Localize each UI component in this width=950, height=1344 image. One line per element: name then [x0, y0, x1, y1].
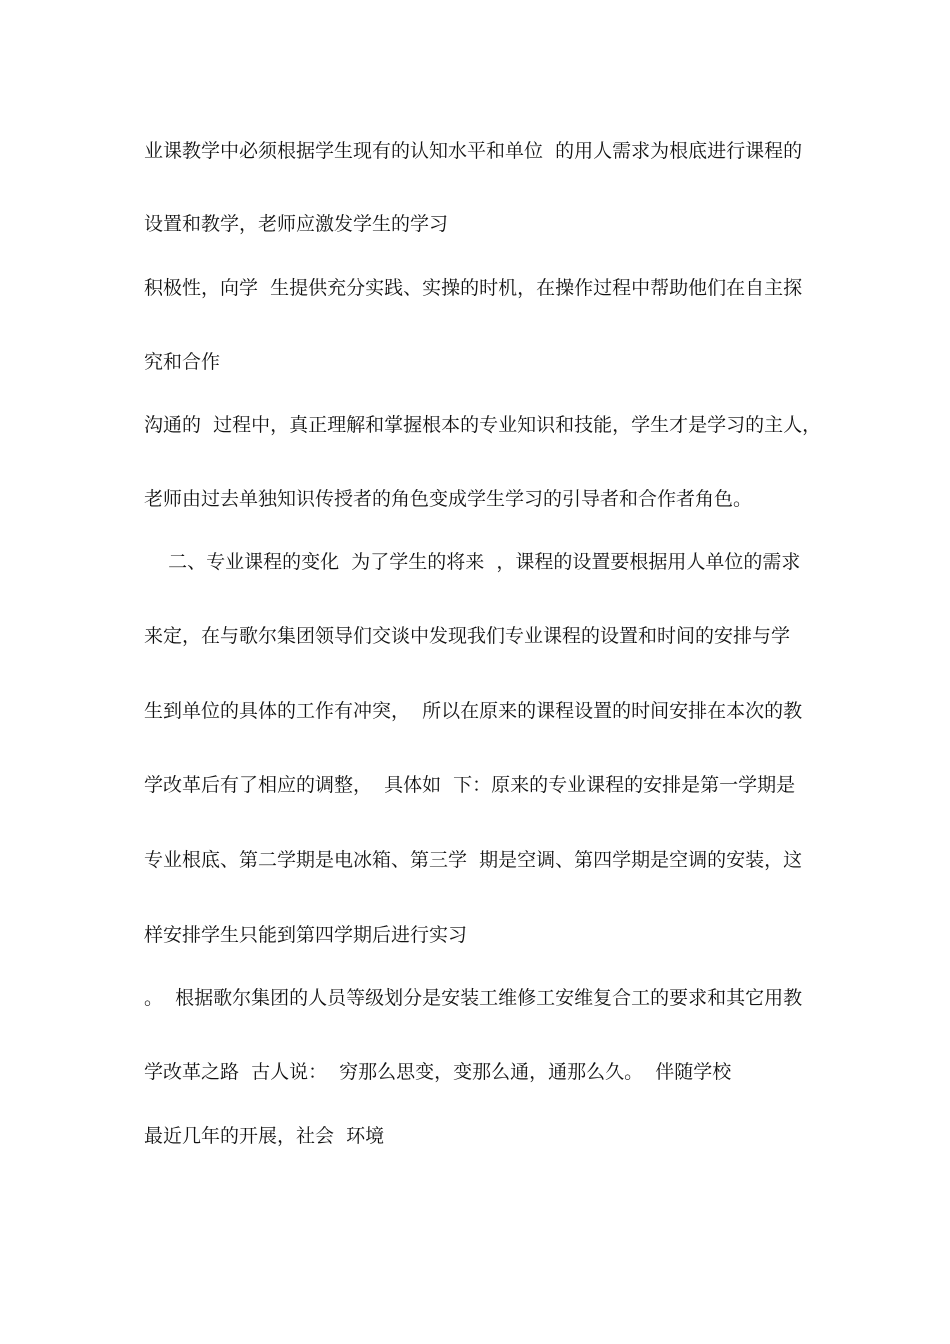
text-line: 。 根据歌尔集团的人员等级划分是安装工维修工安维复合工的要求和其它用教 [144, 987, 803, 1009]
text-line: 老师由过去单独知识传授者的角色变成学生学习的引导者和合作者角色。 [144, 488, 753, 510]
section-heading-line: 二、专业课程的变化 为了学生的将来 ，课程的设置要根据用人单位的需求 [144, 551, 801, 573]
text-line: 究和合作 [144, 351, 221, 373]
text-line: 来定，在与歌尔集团领导们交谈中发现我们专业课程的设置和时间的安排与学 [144, 625, 791, 647]
text-line: 样安排学生只能到第四学期后进行实习 [144, 924, 468, 946]
text-line: 生到单位的具体的工作有冲突， 所以在原来的课程设置的时间安排在本次的教 [144, 700, 803, 722]
text-line: 专业根底、第二学期是电冰箱、第三学 期是空调、第四学期是空调的安装，这 [144, 849, 803, 871]
text-line: 业课教学中必须根据学生现有的认知水平和单位 的用人需求为根底进行课程的 [144, 140, 803, 162]
text-line: 学改革后有了相应的调整， 具体如 下：原来的专业课程的安排是第一学期是 [144, 774, 796, 796]
text-line: 积极性，向学 生提供充分实践、实操的时机，在操作过程中帮助他们在自主探 [144, 277, 803, 299]
text-line: 设置和教学，老师应激发学生的学习 [144, 213, 449, 235]
text-line: 沟通的 过程中，真正理解和掌握根本的专业知识和技能，学生才是学习的主人， [144, 414, 822, 436]
text-line: 学改革之路 古人说： 穷那么思变，变那么通，通那么久。 伴随学校 [144, 1061, 732, 1083]
text-line: 最近几年的开展，社会 环境 [144, 1125, 385, 1147]
